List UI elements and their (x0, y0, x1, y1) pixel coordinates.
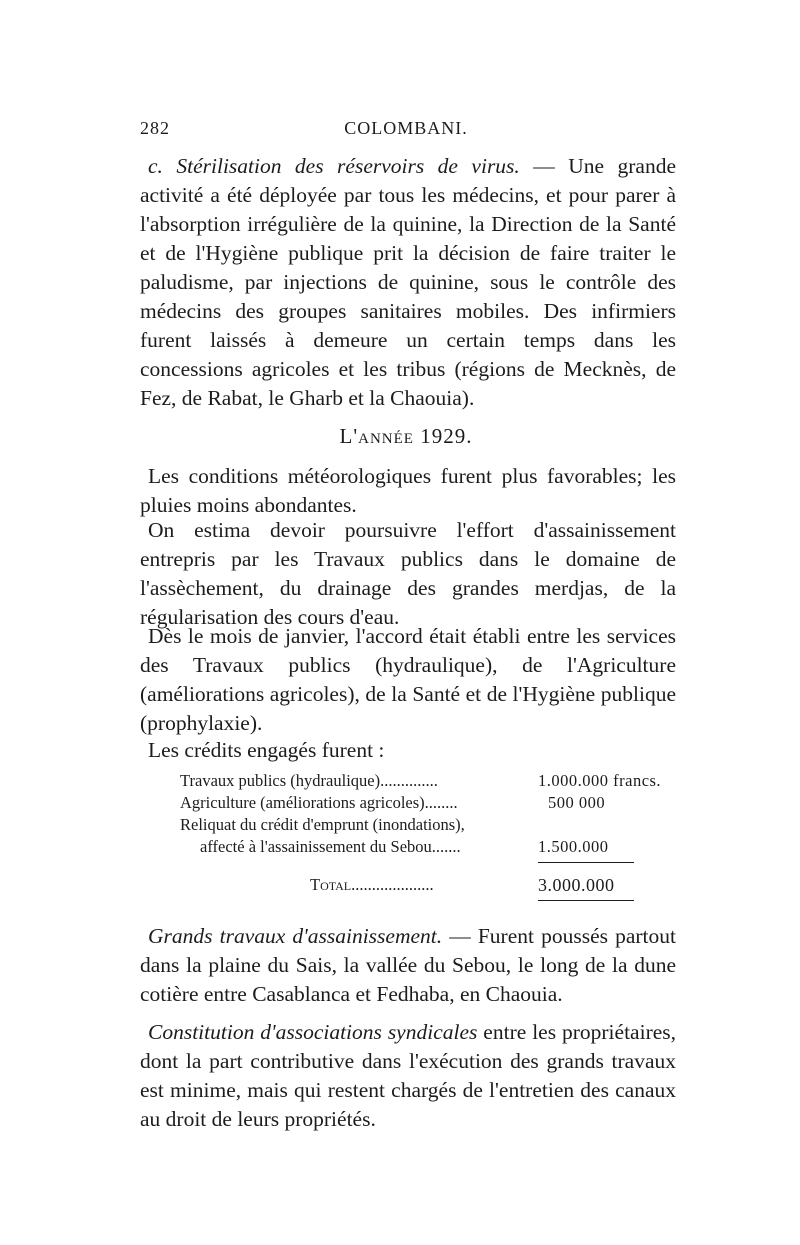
dash: — (442, 924, 478, 948)
row-label: Agriculture (améliorations agricoles)........ (180, 793, 458, 812)
running-title: COLOMBANI. (344, 118, 468, 138)
paragraph-body: entre les propriétaires, dont la part contributive dans l'exécution des grands travaux est minime, mais qui restent chargés de l'entretien des canaux au droit de leurs propriétés. (140, 1020, 677, 1131)
credits-intro (140, 736, 676, 765)
row-amount: 1.500.000 (538, 837, 609, 856)
paragraph-heading: c. Stérilisation des réservoirs de virus. (148, 154, 520, 178)
total-rule (538, 900, 634, 901)
page-header (140, 118, 672, 146)
row-label: Reliquat du crédit d'emprunt (inondations), (180, 815, 465, 834)
total-amount: 3.000.000 (538, 875, 615, 895)
dash: — (519, 154, 569, 178)
section-title: L'année 1929. (339, 424, 473, 448)
paragraph-body: Une grande activité a été déployée par tous les médecins, et pour parer à l'absorption irrégulière de la quinine, la Direction de la Santé et de l'Hygiène publique prit la décision de faire traiter le paludisme, par injections de quinine, sous le contrôle des médecins des groupes sanitaires mobiles. Des infirmiers furent laissés à demeure un certain temps dans les concessions agricoles et les tribus (régions de Mecknès, de Fez, de Rabat, le Gharb et la Chaouia). (140, 154, 676, 410)
table-row (180, 814, 680, 836)
paragraph-accord (140, 622, 676, 738)
paragraph-body: On estima devoir poursuivre l'effort d'assainissement entrepris par les Travaux publics dans le domaine de l'assèchement, du drainage des grandes merdjas, de la régularisation des cours d'eau. (140, 518, 676, 629)
paragraph-conditions (140, 462, 676, 520)
row-amount: 500 000 (548, 793, 606, 812)
paragraph-associations (140, 1018, 676, 1134)
paragraph-heading: Constitution d'associations syndicales (148, 1020, 478, 1044)
paragraph-body: Les conditions météorologiques furent plus favorables; les pluies moins abondantes. (140, 464, 676, 517)
paragraph-heading: Grands travaux d'assainissement. (148, 924, 443, 948)
credits-intro-text: Les crédits engagés furent : (148, 738, 385, 762)
row-label: Travaux publics (hydraulique).............. (180, 771, 438, 790)
paragraph-body: Dès le mois de janvier, l'accord était établi entre les services des Travaux publics (hydraulique), de l'Agriculture (améliorations agricoles), de la Santé et de l'Hygiène publique (prophylaxie). (140, 624, 676, 735)
page-number: 282 (140, 118, 170, 138)
total-row (180, 874, 680, 896)
subtotal-rule (538, 862, 634, 863)
total-label: Total.................... (310, 875, 434, 894)
paragraph-body: Furent poussés partout dans la plaine du Sais, la vallée du Sebou, le long de la dune cotière entre Casablanca et Fedhaba, en Chaouia. (140, 924, 676, 1006)
table-row (180, 792, 680, 814)
row-label: affecté à l'assainissement du Sebou....... (200, 837, 461, 856)
paragraph-effort (140, 516, 676, 632)
row-amount: 1.000.000 francs. (538, 771, 662, 790)
table-row (180, 836, 680, 858)
paragraph-sterilisation (140, 152, 676, 413)
paragraph-grands-travaux (140, 922, 676, 1009)
table-row (180, 770, 680, 792)
